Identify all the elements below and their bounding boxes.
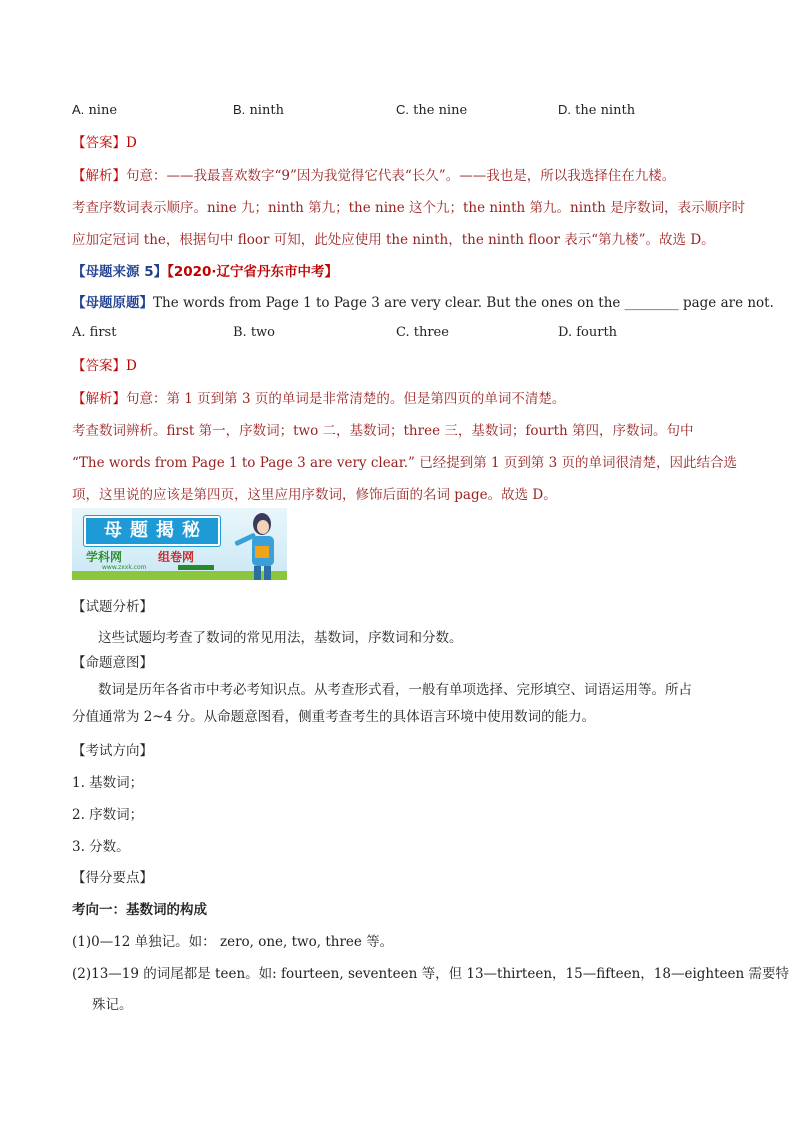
analysis-text: 句意：——我最喜欢数字“9”因为我觉得它代表“长久”。——我也是，所以我选择住在九楼。 <box>126 168 676 184</box>
question-text: The words from Page 1 to Page 3 are very clear. But the ones on the ________ page are not. <box>153 295 774 311</box>
direction-heading: 【考试方向】 <box>72 743 153 759</box>
q4-answer <box>72 133 137 153</box>
analysis-text: 句意：第 1 页到第 3 页的单词是非常清楚的。但是第四页的单词不清楚。 <box>126 391 566 407</box>
q5-question <box>72 293 774 313</box>
option-d <box>558 102 635 118</box>
analysis-label: 【解析】 <box>72 168 126 184</box>
points-heading: 【得分要点】 <box>72 870 153 886</box>
analysis-text: 这些试题均考查了数词的常见用法，基数词，序数词和分数。 <box>98 630 463 646</box>
point1-heading: 考向一：基数词的构成 <box>72 902 207 918</box>
option-text: the nine <box>413 103 468 118</box>
option-letter: A. <box>72 102 85 117</box>
q4-analysis-line-1 <box>72 166 675 186</box>
q5-source <box>72 262 338 282</box>
zxxk-logo: 学科网 <box>86 550 123 564</box>
zujuan-logo-bar <box>178 565 214 570</box>
option-text: ninth <box>249 103 284 118</box>
intent-line-1: 数词是历年各省市中考必考知识点。从考查形式看，一般有单项选择、完形填空、词语运用等。所占 <box>98 682 692 698</box>
banner-title: 母题揭秘 <box>84 516 220 546</box>
answer-value: D <box>126 135 137 151</box>
option-letter: C. <box>396 102 409 117</box>
q4-analysis-line-3: 应加定冠词 the，根据句中 floor 可知，此处应使用 the ninth，the ninth floor 表示“第九楼”。故选 D。 <box>72 232 715 248</box>
point1-line-2: (2)13—19 的词尾都是 teen。如: fourteen, seventeen 等，但 13—thirteen，15—fifteen，18—eighteen 需要特 <box>72 966 790 982</box>
q5-analysis-line-2: 考查数词辨析。first 第一，序数词；two 二，基数词；three 三，基数词；fourth 第四，序数词。句中 <box>72 423 694 439</box>
option-b <box>233 102 284 118</box>
q5-option-a: A. first <box>72 325 117 340</box>
answer-value: D <box>126 358 137 374</box>
zujuan-logo: 组卷网 <box>158 550 195 564</box>
source-label: 【母题来源 5】 <box>72 264 168 280</box>
q5-answer <box>72 356 137 376</box>
option-letter: B. <box>233 102 246 117</box>
direction-item-2: 2. 序数词； <box>72 807 144 823</box>
q4-analysis-line-2: 考查序数词表示顺序。nine 九；ninth 第九；the nine 这个九；the ninth 第九。ninth 是序数词，表示顺序时 <box>72 200 746 216</box>
question-label: 【母题原题】 <box>72 295 153 311</box>
option-letter: D. <box>558 102 571 117</box>
option-c <box>396 102 467 118</box>
analysis-heading: 【试题分析】 <box>72 599 153 615</box>
direction-item-1: 1. 基数词； <box>72 775 144 791</box>
option-text: the ninth <box>575 103 636 118</box>
mother-topic-banner <box>72 508 287 580</box>
q5-option-d: D. fourth <box>558 325 618 340</box>
direction-item-3: 3. 分数。 <box>72 839 130 855</box>
q5-analysis-line-4: 项，这里说的应该是第四页，这里应用序数词，修饰后面的名词 page。故选 D。 <box>72 487 557 503</box>
analysis-label: 【解析】 <box>72 391 126 407</box>
option-a <box>72 102 117 118</box>
q5-option-b: B. two <box>233 325 275 340</box>
q5-analysis-line-3: “The words from Page 1 to Page 3 are very clear.” 已经提到第 1 页到第 3 页的单词很清楚，因此结合选 <box>72 455 738 471</box>
option-text: nine <box>88 103 118 118</box>
teacher-illustration <box>232 508 287 580</box>
q5-analysis-line-1 <box>72 389 565 409</box>
zxxk-logo-url: www.zxxk.com <box>102 564 147 571</box>
q5-option-c: C. three <box>396 325 449 340</box>
intent-heading: 【命题意图】 <box>72 655 153 671</box>
intent-line-2: 分值通常为 2~4 分。从命题意图看，侧重考查考生的具体语言环境中使用数词的能力。 <box>72 709 596 725</box>
point1-line-1: (1)0—12 单独记。如： zero, one, two, three 等。 <box>72 934 394 950</box>
point1-line-3: 殊记。 <box>92 997 133 1013</box>
answer-label: 【答案】 <box>72 135 126 151</box>
answer-label: 【答案】 <box>72 358 126 374</box>
source-value: 【2020·辽宁省丹东市中考】 <box>167 264 339 280</box>
